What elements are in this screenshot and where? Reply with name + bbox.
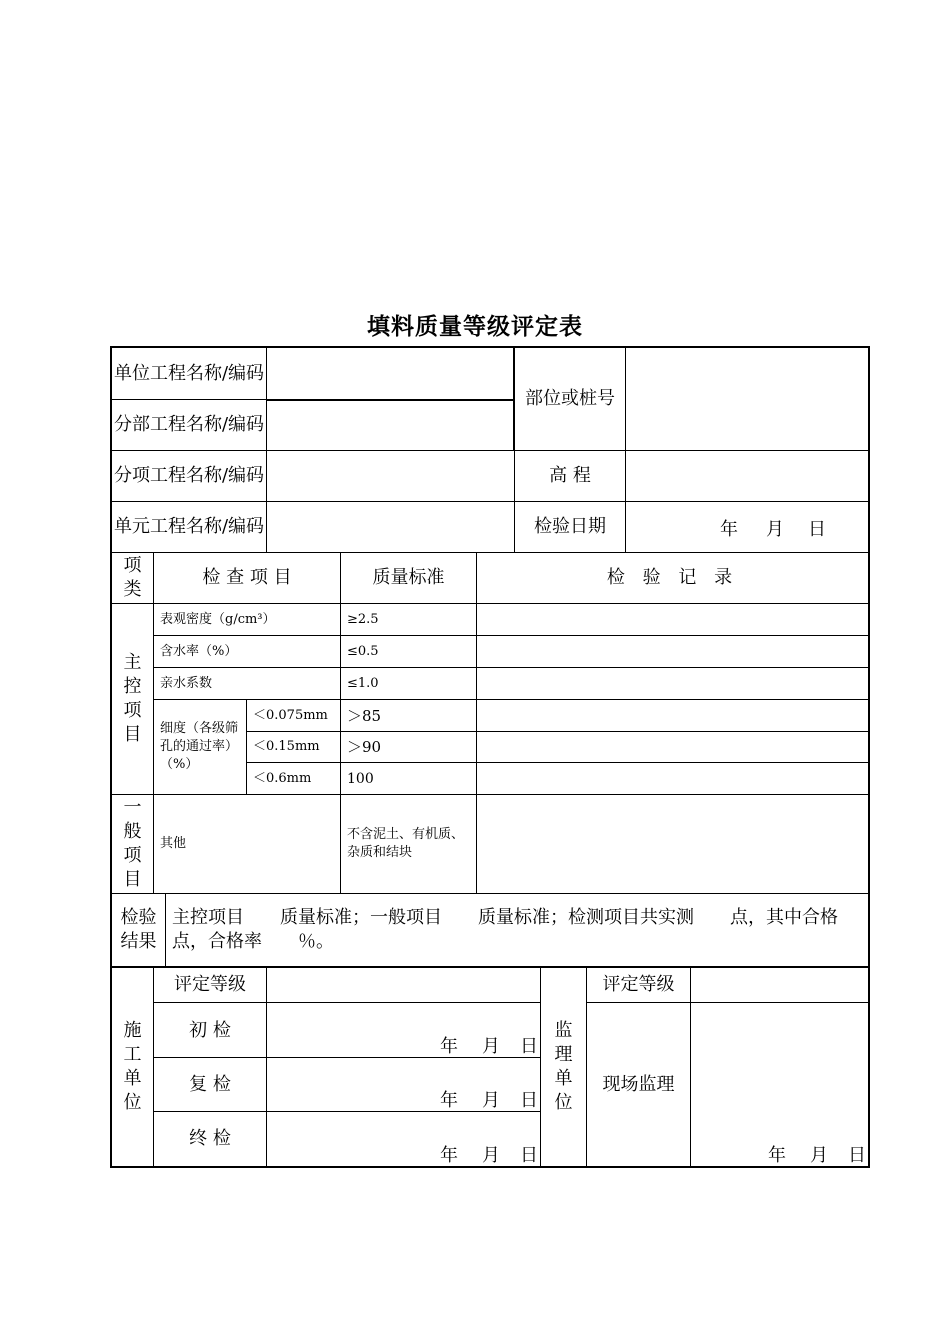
construction-grade-label: 评定等级 [174, 974, 246, 995]
first-check-date: 年 月 日 [440, 1036, 538, 1057]
item-project-label: 分项工程名称/编码 [113, 465, 265, 486]
moisture-standard: ≤0.5 [347, 643, 379, 659]
form-title: 填料质量等级评定表 [367, 314, 583, 340]
first-check-label: 初 检 [189, 1020, 231, 1041]
fineness-label: 细度（各级筛孔的通过率）（%） [160, 721, 239, 772]
grid-line [476, 552, 477, 893]
result-text: 主控项目 质量标准；一般项目 质量标准；检测项目共实测 点，其中合格 点，合格率 ％。 [172, 907, 874, 952]
general-item: 其他 [160, 836, 187, 851]
fineness-sieve-0075: ＜0.075mm [253, 707, 328, 723]
main-control-label: 主控项目 [123, 652, 142, 745]
density-item: 表观密度（g/cm³） [160, 611, 276, 627]
grid-line [266, 346, 267, 552]
general-standard: 不含泥土、有机质、杂质和结块 [347, 827, 465, 860]
supervision-date: 年 月 日 [768, 1145, 866, 1166]
result-label: 检验结果 [120, 907, 157, 952]
fineness-standard-0075: ＞85 [347, 706, 382, 725]
site-supervisor-label: 现场监理 [602, 1073, 675, 1095]
grid-line [266, 399, 514, 401]
category-header: 项类 [123, 555, 142, 600]
construction-label: 施工单位 [123, 1020, 142, 1113]
final-check-date: 年 月 日 [440, 1145, 538, 1166]
record-header: 检 验 记 录 [606, 567, 739, 588]
general-label: 一般项目 [123, 797, 142, 890]
supervision-grade-label: 评定等级 [602, 974, 675, 995]
hydrophilic-standard: ≤1.0 [347, 675, 379, 691]
grid-line [266, 967, 267, 1168]
density-standard: ≥2.5 [347, 611, 379, 627]
division-project-label: 分部工程名称/编码 [113, 414, 265, 435]
standard-header: 质量标准 [372, 567, 445, 588]
fineness-standard-06: 100 [347, 770, 374, 787]
fineness-sieve-015: ＜0.15mm [253, 739, 320, 754]
grid-line [625, 346, 626, 552]
inspect-date: 年 月 日 [720, 519, 826, 540]
supervision-label: 监理单位 [554, 1020, 573, 1113]
check-item-header: 检 查 项 目 [202, 567, 292, 588]
inspect-date-label: 检验日期 [534, 516, 606, 537]
fineness-sieve-06: ＜0.6mm [253, 770, 312, 786]
unit-project-label: 单位工程名称/编码 [113, 362, 265, 384]
grid-line [690, 967, 691, 1168]
hydrophilic-item: 亲水系数 [160, 675, 213, 691]
fineness-standard-015: ＞90 [347, 738, 382, 756]
location-label: 部位或桩号 [525, 388, 615, 409]
elevation-label: 高 程 [549, 465, 591, 486]
element-project-label: 单元工程名称/编码 [113, 516, 265, 537]
final-check-label: 终 检 [189, 1128, 231, 1149]
moisture-item: 含水率（%） [160, 643, 238, 659]
re-check-label: 复 检 [189, 1074, 231, 1095]
re-check-date: 年 月 日 [440, 1090, 538, 1111]
